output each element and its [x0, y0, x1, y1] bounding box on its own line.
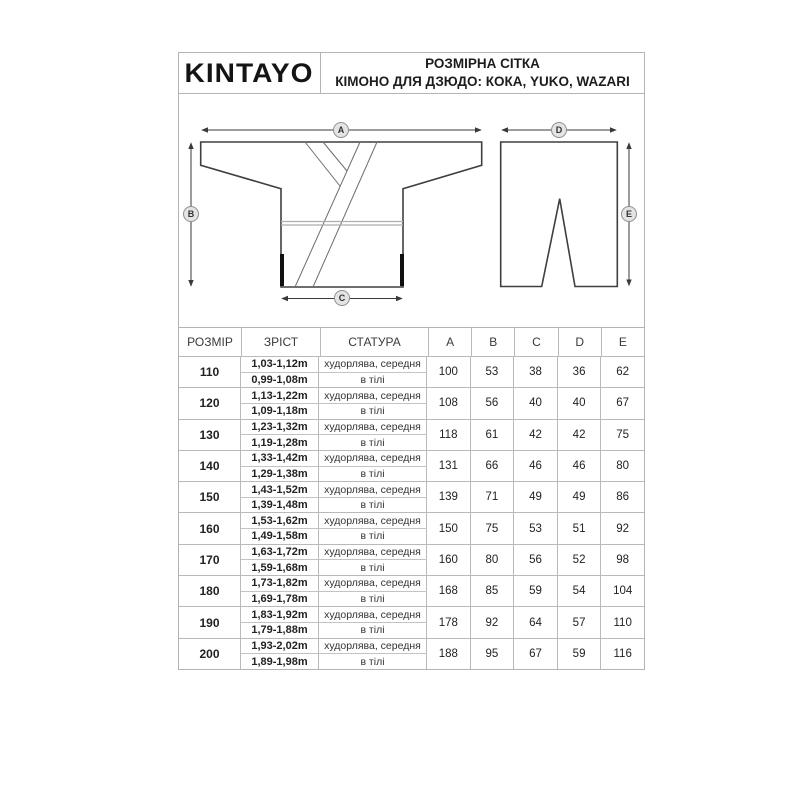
build-cell: в тілі	[319, 498, 427, 513]
subrow-bottom	[241, 373, 427, 388]
value-cell-e: 116	[613, 647, 632, 660]
value-cell-d: 40	[558, 388, 602, 418]
column-header-height: ЗРІСТ	[242, 328, 321, 356]
brand-logo	[179, 53, 321, 93]
jacket-belt-lines	[281, 222, 403, 226]
document-title	[321, 53, 644, 93]
column-header-c: C	[515, 328, 558, 356]
height-range-cell: 1,93-2,02m	[241, 639, 319, 654]
value-cell-c: 40	[514, 388, 558, 418]
height-range-cell: 0,99-1,08m	[241, 373, 319, 388]
build-cell: худорлява, середня	[319, 388, 427, 403]
table-row	[179, 357, 644, 388]
subrow-top	[241, 357, 427, 373]
value-cell-c: 49	[514, 482, 558, 512]
height-range-cell: 1,53-1,62m	[241, 513, 319, 528]
value-cell-b: 85	[471, 576, 515, 606]
title-line-1: РОЗМІРНА СІТКА	[425, 56, 540, 71]
subrow-bottom	[241, 592, 427, 607]
build-cell: худорлява, середня	[319, 545, 427, 560]
height-build-cell-group	[241, 388, 427, 418]
subrow-bottom	[241, 467, 427, 482]
height-build-cell-group	[241, 513, 427, 543]
size-cell: 150	[179, 482, 241, 512]
table-row	[179, 639, 644, 669]
column-header-d: D	[559, 328, 602, 356]
table-row	[179, 420, 644, 451]
build-cell: в тілі	[319, 623, 427, 638]
value-cell-b: 66	[471, 451, 515, 481]
table-row	[179, 545, 644, 576]
value-cell-b: 53	[471, 357, 515, 387]
build-cell: в тілі	[319, 529, 427, 544]
size-table	[179, 328, 644, 669]
height-build-cell-group	[241, 545, 427, 575]
size-cell: 160	[179, 513, 241, 543]
subrow-top	[241, 576, 427, 592]
value-cell-e: 110	[613, 616, 632, 629]
column-header-e: E	[618, 335, 627, 349]
value-cell-e: 80	[616, 460, 630, 473]
subrow-top	[241, 420, 427, 436]
size-cell: 170	[179, 545, 241, 575]
value-cell-b: 61	[471, 420, 515, 450]
build-cell: худорлява, середня	[319, 420, 427, 435]
table-row	[179, 388, 644, 419]
size-table-header	[179, 328, 644, 357]
value-cell-b: 75	[471, 513, 515, 543]
value-cell-d: 57	[558, 607, 602, 637]
value-cell-a: 168	[427, 576, 471, 606]
value-cell-e: 67	[616, 397, 630, 410]
build-cell: худорлява, середня	[319, 513, 427, 528]
subrow-bottom	[241, 623, 427, 638]
build-cell: худорлява, середня	[319, 576, 427, 591]
value-cell-e: 92	[616, 522, 630, 535]
value-cell-e: 86	[616, 491, 630, 504]
brand-logo-text: KINTAYO	[185, 57, 314, 88]
value-cell-d: 49	[558, 482, 602, 512]
height-range-cell: 1,69-1,78m	[241, 592, 319, 607]
subrow-top	[241, 388, 427, 404]
height-range-cell: 1,29-1,38m	[241, 467, 319, 482]
height-build-cell-group	[241, 576, 427, 606]
value-cell-a: 160	[427, 545, 471, 575]
subrow-top	[241, 482, 427, 498]
title-line-2: КІМОНО ДЛЯ ДЗЮДО: КОКА, YUKO, WAZARI	[335, 74, 630, 89]
value-cell-a: 100	[427, 357, 471, 387]
value-cell-a: 108	[427, 388, 471, 418]
size-cell: 130	[179, 420, 241, 450]
table-row	[179, 482, 644, 513]
dimension-label-a: A	[333, 122, 349, 138]
value-cell-a: 118	[427, 420, 471, 450]
value-cell-b: 56	[471, 388, 515, 418]
value-cell-d: 42	[558, 420, 602, 450]
build-cell: в тілі	[319, 560, 427, 575]
column-header-size: РОЗМІР	[179, 328, 242, 356]
value-cell-e: 75	[616, 428, 630, 441]
height-range-cell: 1,19-1,28m	[241, 435, 319, 450]
table-row	[179, 513, 644, 544]
size-cell: 200	[179, 639, 241, 669]
subrow-top	[241, 451, 427, 467]
jacket-vent-bars	[282, 254, 402, 286]
subrow-bottom	[241, 654, 427, 669]
height-range-cell: 1,43-1,52m	[241, 482, 319, 497]
subrow-top	[241, 639, 427, 655]
build-cell: худорлява, середня	[319, 357, 427, 372]
build-cell: в тілі	[319, 435, 427, 450]
measurement-diagram	[179, 94, 644, 328]
height-range-cell: 1,59-1,68m	[241, 560, 319, 575]
value-cell-a: 150	[427, 513, 471, 543]
kimono-diagram-svg	[179, 94, 644, 327]
value-cell-e: 98	[616, 553, 630, 566]
height-range-cell: 1,39-1,48m	[241, 498, 319, 513]
value-cell-d: 52	[558, 545, 602, 575]
dimension-label-e: E	[621, 206, 637, 222]
size-cell: 180	[179, 576, 241, 606]
build-cell: в тілі	[319, 404, 427, 419]
build-cell: худорлява, середня	[319, 451, 427, 466]
value-cell-c: 59	[514, 576, 558, 606]
column-header-b: B	[472, 328, 515, 356]
height-range-cell: 1,09-1,18m	[241, 404, 319, 419]
height-range-cell: 1,23-1,32m	[241, 420, 319, 435]
value-cell-c: 46	[514, 451, 558, 481]
jacket-outline	[201, 142, 482, 287]
height-build-cell-group	[241, 639, 427, 669]
build-cell: худорлява, середня	[319, 639, 427, 654]
height-range-cell: 1,13-1,22m	[241, 388, 319, 403]
height-range-cell: 1,83-1,92m	[241, 607, 319, 622]
build-cell: худорлява, середня	[319, 482, 427, 497]
subrow-top	[241, 545, 427, 561]
value-cell-b: 80	[471, 545, 515, 575]
build-cell: в тілі	[319, 654, 427, 669]
build-cell: в тілі	[319, 592, 427, 607]
table-row	[179, 576, 644, 607]
column-header-build: СТАТУРА	[321, 328, 429, 356]
table-row	[179, 451, 644, 482]
dimension-label-d: D	[551, 122, 567, 138]
value-cell-d: 51	[558, 513, 602, 543]
value-cell-a: 131	[427, 451, 471, 481]
value-cell-c: 42	[514, 420, 558, 450]
size-cell: 190	[179, 607, 241, 637]
subrow-top	[241, 513, 427, 529]
value-cell-c: 64	[514, 607, 558, 637]
build-cell: худорлява, середня	[319, 607, 427, 622]
subrow-bottom	[241, 404, 427, 419]
column-header-a: A	[429, 328, 472, 356]
value-cell-e: 62	[616, 366, 630, 379]
height-range-cell: 1,49-1,58m	[241, 529, 319, 544]
height-build-cell-group	[241, 357, 427, 387]
value-cell-a: 139	[427, 482, 471, 512]
dimension-label-b: B	[183, 206, 199, 222]
subrow-top	[241, 607, 427, 623]
value-cell-b: 92	[471, 607, 515, 637]
value-cell-a: 188	[427, 639, 471, 669]
height-build-cell-group	[241, 420, 427, 450]
value-cell-d: 59	[558, 639, 602, 669]
value-cell-c: 67	[514, 639, 558, 669]
value-cell-c: 53	[514, 513, 558, 543]
height-build-cell-group	[241, 607, 427, 637]
height-range-cell: 1,33-1,42m	[241, 451, 319, 466]
size-cell: 120	[179, 388, 241, 418]
subrow-bottom	[241, 498, 427, 513]
value-cell-b: 95	[471, 639, 515, 669]
size-chart-document	[178, 52, 645, 670]
height-range-cell: 1,73-1,82m	[241, 576, 319, 591]
size-table-body	[179, 357, 644, 669]
value-cell-b: 71	[471, 482, 515, 512]
value-cell-a: 178	[427, 607, 471, 637]
height-range-cell: 1,03-1,12m	[241, 357, 319, 372]
height-range-cell: 1,79-1,88m	[241, 623, 319, 638]
table-row	[179, 607, 644, 638]
height-range-cell: 1,89-1,98m	[241, 654, 319, 669]
height-build-cell-group	[241, 451, 427, 481]
size-cell: 140	[179, 451, 241, 481]
value-cell-d: 54	[558, 576, 602, 606]
dimension-label-c: C	[334, 290, 350, 306]
build-cell: в тілі	[319, 373, 427, 388]
build-cell: в тілі	[319, 467, 427, 482]
subrow-bottom	[241, 560, 427, 575]
height-build-cell-group	[241, 482, 427, 512]
dimension-arrows	[191, 130, 629, 299]
subrow-bottom	[241, 435, 427, 450]
value-cell-e: 104	[613, 585, 633, 598]
height-range-cell: 1,63-1,72m	[241, 545, 319, 560]
subrow-bottom	[241, 529, 427, 544]
value-cell-c: 56	[514, 545, 558, 575]
value-cell-d: 46	[558, 451, 602, 481]
value-cell-d: 36	[558, 357, 602, 387]
jacket-lapel-lines	[295, 142, 377, 287]
document-header	[179, 53, 644, 94]
value-cell-c: 38	[514, 357, 558, 387]
pants-outline	[501, 142, 618, 287]
size-cell: 110	[179, 357, 241, 387]
